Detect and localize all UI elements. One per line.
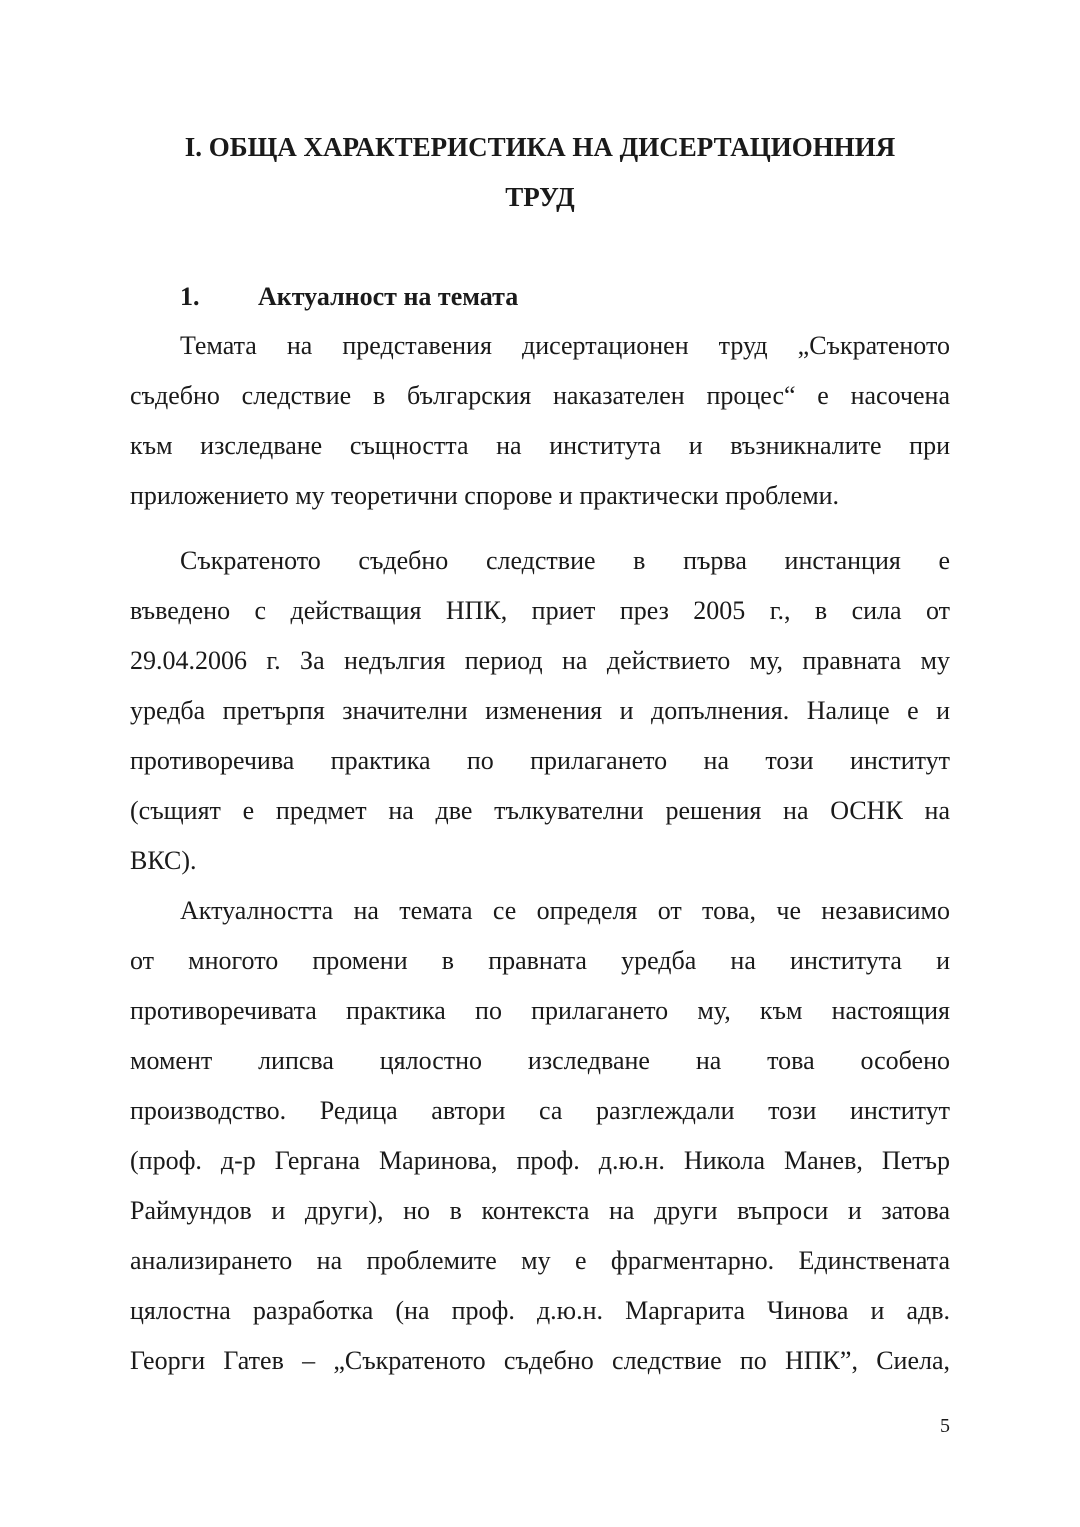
paragraph-2-line-7: ВКС).	[130, 846, 197, 875]
section-heading	[180, 280, 518, 314]
paragraph-2-line-1: Съкратеното съдебно следствие в първа инстанция е	[180, 546, 950, 575]
chapter-title-line-1: I. ОБЩА ХАРАКТЕРИСТИКА НА ДИСЕРТАЦИОННИЯ	[184, 132, 896, 162]
paragraph-2-line-3: 29.04.2006 г. За недългия период на действието му, правната му	[130, 646, 950, 675]
paragraph-3-line-6: (проф. д-р Гергана Маринова, проф. д.ю.н. Никола Манев, Петър	[130, 1146, 950, 1175]
paragraph-3-line-8: анализирането на проблемите му е фрагментарно. Единствената	[130, 1246, 950, 1275]
paragraph-3-line-2: от многото промени в правната уредба на института и	[130, 946, 950, 975]
paragraph-2-line-6: (същият е предмет на две тълкувателни решения на ОСНК на	[130, 796, 950, 825]
chapter-title	[130, 122, 950, 222]
paragraph-3-line-1: Актуалността на темата се определя от това, че независимо	[180, 896, 950, 925]
paragraph-2-line-2: въведено с действащия НПК, приет през 2005 г., в сила от	[130, 596, 950, 625]
chapter-title-line-2: ТРУД	[505, 182, 575, 212]
paragraph-1-line-2: съдебно следствие в българския наказателен процес“ е насочена	[130, 381, 950, 410]
paragraph-3-line-10: Георги Гатев – „Съкратеното съдебно следствие по НПК”, Сиела,	[130, 1346, 950, 1375]
paragraph-3-line-9: цялостна разработка (на проф. д.ю.н. Маргарита Чинова и адв.	[130, 1296, 950, 1325]
paragraph-3-line-5: производство. Редица автори са разглеждали този институт	[130, 1096, 950, 1125]
page-number: 5	[940, 1415, 950, 1437]
paragraph-1-line-3: към изследване същността на института и възникналите при	[130, 431, 950, 460]
paragraph-1-line-1: Темата на представения дисертационен труд „Съкратеното	[180, 331, 950, 360]
paragraph-2-line-4: уредба претърпя значителни изменения и допълнения. Налице е и	[130, 696, 950, 725]
section-title: Актуалност на темата	[258, 282, 519, 311]
paragraph-3-line-4: момент липсва цялостно изследване на това особено	[130, 1046, 950, 1075]
section-number: 1.	[180, 282, 200, 311]
paragraph-3-line-7: Раймундов и други), но в контекста на други въпроси и затова	[130, 1196, 950, 1225]
paragraph-3-line-3: противоречивата практика по прилагането му, към настоящия	[130, 996, 950, 1025]
paragraph-1-line-4: приложението му теоретични спорове и практически проблеми.	[130, 481, 840, 510]
paragraph-2-line-5: противоречива практика по прилагането на този институт	[130, 746, 950, 775]
